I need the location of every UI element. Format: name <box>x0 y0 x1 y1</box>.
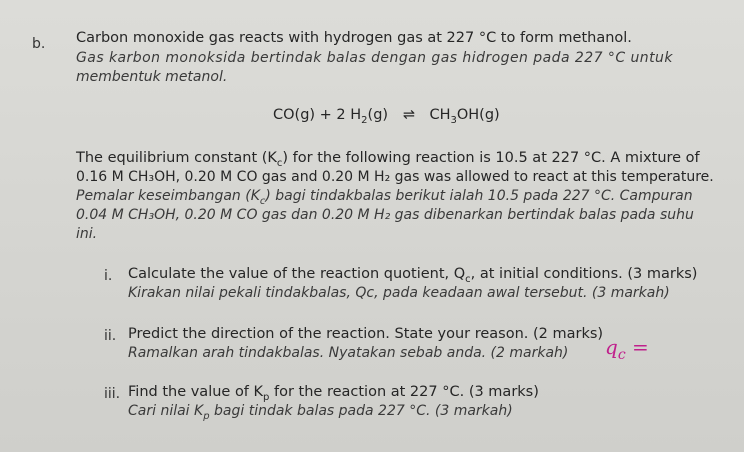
body-english-line2: 0.16 M CH₃OH, 0.20 M CO gas and 0.20 M H₂ gas was allowed to react at this temperature. <box>76 169 714 185</box>
reactant-h2: + 2 $H_2(g)$ <box>319 107 389 126</box>
part-label: b. <box>32 36 46 52</box>
intro-malay-line1: Gas karbon monoksida bertindak balas dengan gas hidrogen pada 227 °C untuk <box>76 50 673 66</box>
intro-malay-line2: membentuk metanol. <box>76 69 228 85</box>
handwritten-qc-note: $q_c$ = <box>605 335 649 363</box>
product-methanol: $CH_3OH(g)$ <box>429 107 500 126</box>
question-ii-english: Predict the direction of the reaction. State your reason. (2 marks) <box>128 326 604 342</box>
body-malay-line2: 0.04 M CH₃OH, 0.20 M CO gas dan 0.20 M H₂ gas dibenarkan bertindak balas pada suhu <box>76 207 694 223</box>
question-i-english: Calculate the value of the reaction quotient, $Q_c$, at initial conditions. (3 marks) <box>128 266 698 285</box>
question-iii-label: iii. <box>104 386 121 402</box>
question-iii-malay: Cari nilai $K_p$ bagi tindak balas pada 227 °C. (3 markah) <box>128 403 513 422</box>
body-malay-line1: Pemalar keseimbangan $(K_c)$ bagi tindakbalas berikut ialah 10.5 pada 227 °C. Campuran <box>76 188 693 207</box>
question-ii-malay: Ramalkan arah tindakbalas. Nyatakan sebab anda. (2 markah) <box>128 345 569 361</box>
question-i-label: i. <box>104 268 113 284</box>
equilibrium-arrow: ⇌ <box>402 107 415 123</box>
reactant-co: CO(g) <box>273 107 316 123</box>
question-iii-english: Find the value of $K_p$ for the reaction at 227 °C. (3 marks) <box>128 384 539 403</box>
body-malay-line3: ini. <box>76 226 98 242</box>
body-english-line1: The equilibrium constant $(K_c)$ for the following reaction is 10.5 at 227 °C. A mixture of <box>76 150 700 169</box>
chemical-equation <box>273 107 500 126</box>
question-ii-label: ii. <box>104 328 117 344</box>
question-i-malay: Kirakan nilai pekali tindakbalas, Qc, pada keadaan awal tersebut. (3 markah) <box>128 285 670 301</box>
intro-english: Carbon monoxide gas reacts with hydrogen gas at 227 °C to form methanol. <box>76 30 632 46</box>
